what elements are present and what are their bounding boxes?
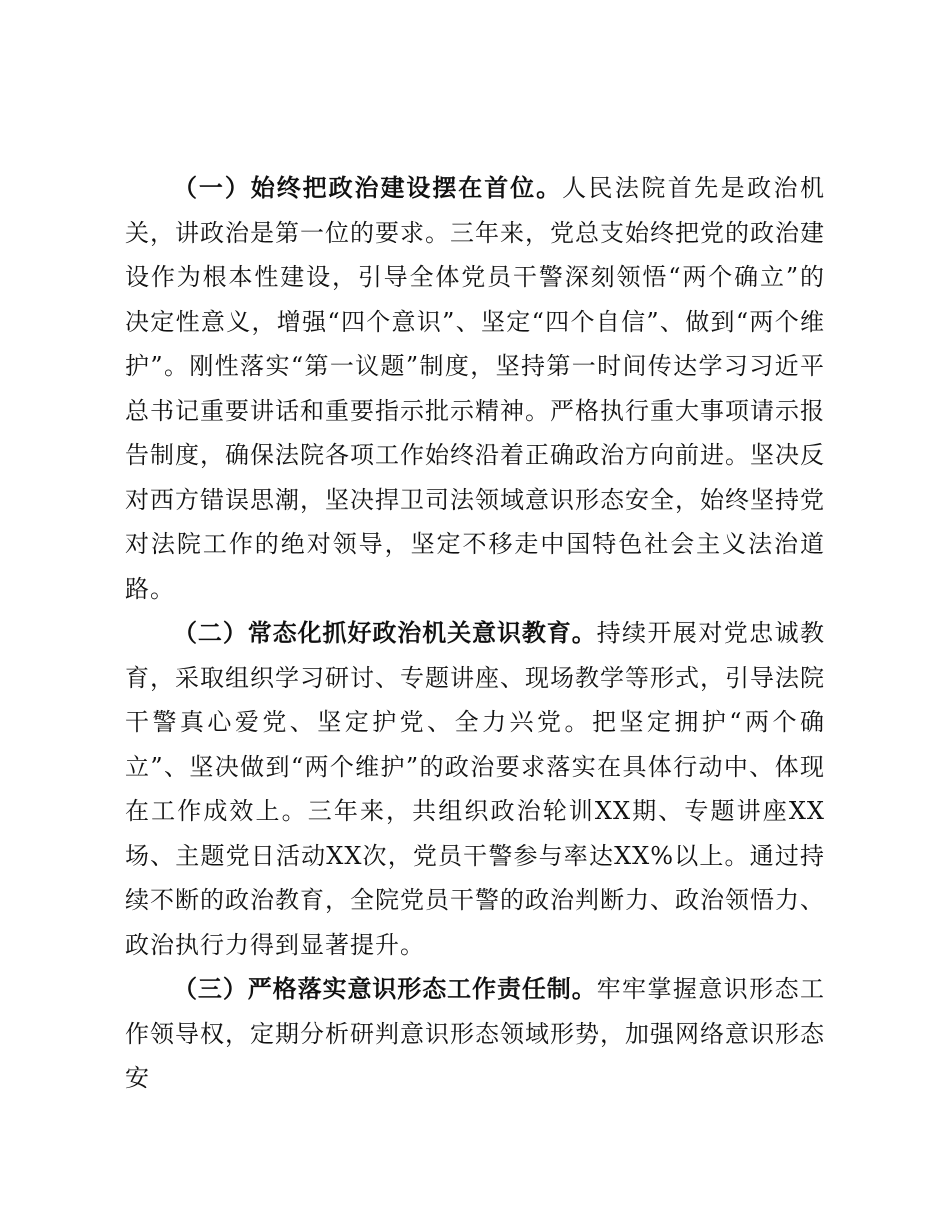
paragraph-1 <box>125 166 825 611</box>
paragraph-3 <box>125 967 825 1101</box>
paragraph-2-text: 持续开展对党忠诚教育，采取组织学习研讨、专题讲座、现场教学等形式，引导法院干警真心爱党、坚定护党、全力兴党。把坚定拥护“两个确立”、坚决做到“两个维护”的政治要求落实在具体行动中、体现在工作成效上。三年来，共组织政治轮训XX期、专题讲座XX场、主题党日活动XX次，党员干警参与率达XX%以上。通过持续不断的政治教育，全院党员干警的政治判断力、政治领悟力、政治执行力得到显著提升。 <box>125 619 825 959</box>
paragraph-1-text: 人民法院首先是政治机关，讲政治是第一位的要求。三年来，党总支始终把党的政治建设作为根本性建设，引导全体党员干警深刻领悟“两个确立”的决定性意义，增强“四个意识”、坚定“四个自信”、做到“两个维护”。刚性落实“第一议题”制度，坚持第一时间传达学习习近平总书记重要讲话和重要指示批示精神。严格执行重大事项请示报告制度，确保法院各项工作始终沿着正确政治方向前进。坚决反对西方错误思潮，坚决捍卫司法领域意识形态安全，始终坚持党对法院工作的绝对领导，坚定不移走中国特色社会主义法治道路。 <box>125 174 825 603</box>
paragraph-1-heading: （一）始终把政治建设摆在首位。 <box>173 174 563 202</box>
paragraph-3-text: 牢牢掌握意识形态工作领导权，定期分析研判意识形态领域形势，加强网络意识形态安 <box>125 975 825 1092</box>
document-body <box>125 166 825 1101</box>
paragraph-3-heading: （三）严格落实意识形态工作责任制。 <box>173 975 597 1003</box>
paragraph-2 <box>125 611 825 967</box>
paragraph-2-heading: （二）常态化抓好政治机关意识教育。 <box>173 619 597 647</box>
